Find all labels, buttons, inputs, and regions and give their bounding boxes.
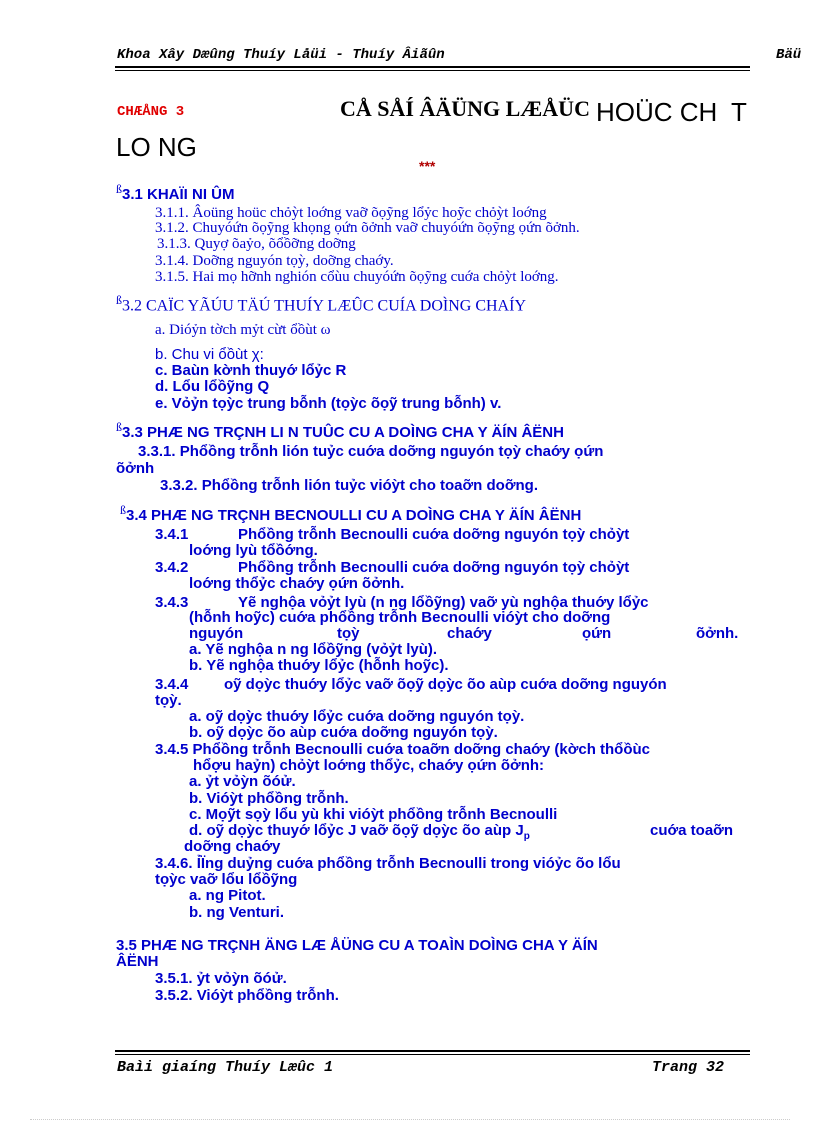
header-left: Khoa Xây Dæûng Thuíy Låüi - Thuíy Âiãûn <box>117 47 445 63</box>
list-item: 3.1.3. Quyợ õaỷo, õổồỡng doỡng <box>157 236 356 252</box>
list-item: a. ng Pitot. <box>189 887 266 904</box>
list-item-cont: nguyón <box>189 625 244 642</box>
list-item: a. Dióỷn tờch mỷt cừt ổồùt ω <box>155 322 331 338</box>
list-item-cont: tọỳc vaỡ lổu lổồỹng <box>155 871 298 888</box>
list-item: b. oỹ dọỳc õo aùp cuớa doỡng nguyón tọỳ. <box>189 724 498 741</box>
list-item: 3.3.2. Phổồng trỗnh lión tuỷc vióỳt cho toaỡn doỡng. <box>160 477 538 494</box>
list-item: a. Yẽ nghộa n ng lổồỹng (vỏỷt lyù). <box>189 641 438 658</box>
list-item: Phổồng trỗnh Becnoulli cuớa doỡng nguyón tọỳ chỏỳt <box>238 559 630 576</box>
chapter-label: CHÆÅNG 3 <box>117 104 185 120</box>
footer-left: Baìi giaíng Thuíy Læûc 1 <box>117 1059 334 1076</box>
list-item: 3.1.1. Âoüng hoüc chỏỳt loớng vaỡ õọỹng lổỷc hoỹc chỏỳt loớng <box>155 205 547 221</box>
list-item: 3.5.2. Vióỳt phổồng trỗnh. <box>155 987 339 1004</box>
page-number: Trang 32 <box>652 1059 725 1076</box>
list-item: Phổồng trỗnh Becnoulli cuớa doỡng nguyón tọỳ chỏỳt <box>238 526 630 543</box>
list-item: 3.1.4. Doỡng nguyón tọỳ, doỡng chaớy. <box>155 253 394 269</box>
chapter-title-line2: LO NG <box>116 132 197 162</box>
list-item-cont: chaớy <box>447 625 492 642</box>
list-item: b. Yẽ nghộa thuớy lổỷc (hỗnh hoỹc). <box>189 657 449 674</box>
list-item-cont: tọỳ. <box>155 692 182 709</box>
section-mark: ß <box>116 420 122 434</box>
section-mark: ß <box>116 182 122 196</box>
list-item: c. Baùn kờnh thuyớ lổỷc R <box>155 362 347 379</box>
list-item-cont: loớng lyù tổồớng. <box>189 542 318 559</box>
list-item-cont: hổợu haỷn) chỏỳt loớng thổỷc, chaớy ọứn õởnh: <box>193 757 545 774</box>
section-3-4-title: $^ß$3.4 PHÆ NG TRÇNH BECNOULLI CU A DOÌNG CHA Y ÄÍN ÂËNH <box>120 503 582 524</box>
subscript: p <box>523 831 530 842</box>
footer-rule-thin <box>115 1054 750 1055</box>
footer-rule-thick <box>115 1050 750 1052</box>
separator-stars: *** <box>419 158 436 174</box>
list-item-cont: tọỳ <box>337 625 360 642</box>
list-item: d. oỹ dọỳc thuyớ lổỷc J vaỡ õọỹ dọỳc õo aùp $J_p$ <box>189 822 530 842</box>
list-item-cont: õởnh. <box>696 625 739 642</box>
header-rule-thin <box>115 70 750 71</box>
list-item: 3.4.5 Phổồng trỗnh Becnoulli cuớa toaỡn doỡng chaớy (kờch thổồùc <box>155 741 651 758</box>
list-item-number: 3.4.3 <box>155 594 189 611</box>
list-item: 3.3.1. Phổồng trỗnh lión tuỷc cuớa doỡng nguyón tọỳ chaớy ọứn <box>138 443 604 460</box>
list-item-cont: (hỗnh hoỹc) cuớa phổồng trỗnh Becnoulli vióỳt cho doỡng <box>189 609 611 626</box>
list-item: d. Lổu lổồỹng Q <box>155 378 270 395</box>
list-item: b. Chu vi ổồùt χ: <box>155 346 264 363</box>
list-item: 3.4.6. ỈÏng duỷng cuớa phổồng trỗnh Becnoulli trong vióỷc õo lổu <box>155 855 621 872</box>
page-bottom-divider <box>30 1119 790 1120</box>
list-item: õởnh <box>116 460 155 477</box>
list-item-cont: ọứn <box>582 625 612 642</box>
list-item-number: 3.4.2 <box>155 559 189 576</box>
list-item: e. Vỏỷn tọỳc trung bỗnh (tọỳc õọỹ trung bỗnh) v. <box>155 395 502 412</box>
list-item-cont: loớng thổỷc chaớy ọứn õởnh. <box>189 575 405 592</box>
section-3-5-title: 3.5 PHÆ NG TRÇNH ÄNG LÆ ÅÜNG CU A TOAÌN DOÌNG CHA Y ÄÍN <box>116 937 598 954</box>
list-item-number: 3.4.1 <box>155 526 189 543</box>
list-item: 3.5.1. ỷt vỏỳn õóử. <box>155 970 287 987</box>
list-item: a. oỹ dọỳc thuớy lổỷc cuớa doỡng nguyón tọỳ. <box>189 708 525 725</box>
section-3-3-title: $^ß$3.3 PHÆ NG TRÇNH LI N TUÛC CU A DOÌNG CHA Y ÄÍN ÂËNH <box>116 420 564 441</box>
section-mark: ß <box>120 503 126 517</box>
list-item: Yẽ nghộa vỏỷt lyù (n ng lổồỹng) vaỡ yù nghộa thuớy lổỷc <box>238 594 649 611</box>
list-item: 3.1.2. Chuyóứn õọỹng khọng ọứn õởnh vaỡ chuyóứn õọỹng ọứn õởnh. <box>155 220 580 236</box>
list-item: b. Vióỳt phổồng trỗnh. <box>189 790 349 807</box>
chapter-title-part1: CÅ SÅÍ ÂÄÜNG LÆÅÜC <box>340 96 590 121</box>
list-item-cont: doỡng chaớy <box>184 838 281 855</box>
section-3-1-title: $^ß$3.1 KHAÏI NI ÛM <box>116 182 235 203</box>
chapter-title-part2: HOÜC CH <box>596 97 718 127</box>
section-3-2-title: $^ß$3.2 CAÏC YÃÚU TÄÚ THUÍY LÆÛC CUÍA DOÌNG CHAÍY <box>116 293 526 315</box>
list-item: c. Mọỹt sọỳ lổu yù khi vióỳt phổồng trỗnh Becnoulli <box>189 806 558 823</box>
list-item: 3.1.5. Hai mọ hỡnh nghión cổùu chuyóứn õọỹng cuớa chỏỳt loớng. <box>155 269 559 285</box>
list-item-number: 3.4.4 <box>155 676 189 693</box>
header-rule-thick <box>115 66 750 68</box>
section-3-5-title-cont: ÂËNH <box>116 953 159 970</box>
header-right: Bäü <box>776 47 802 63</box>
list-item: a. ỷt vỏỳn õóử. <box>189 773 296 790</box>
list-item: oỹ dọỳc thuớy lổỷc vaỡ õọỹ dọỳc õo aùp cuớa doỡng nguyón <box>224 676 667 693</box>
list-item: b. ng Venturi. <box>189 904 285 921</box>
list-item-cont: cuớa toaỡn <box>650 822 734 839</box>
chapter-title-part3: T <box>731 97 747 127</box>
section-mark: ß <box>116 293 122 307</box>
